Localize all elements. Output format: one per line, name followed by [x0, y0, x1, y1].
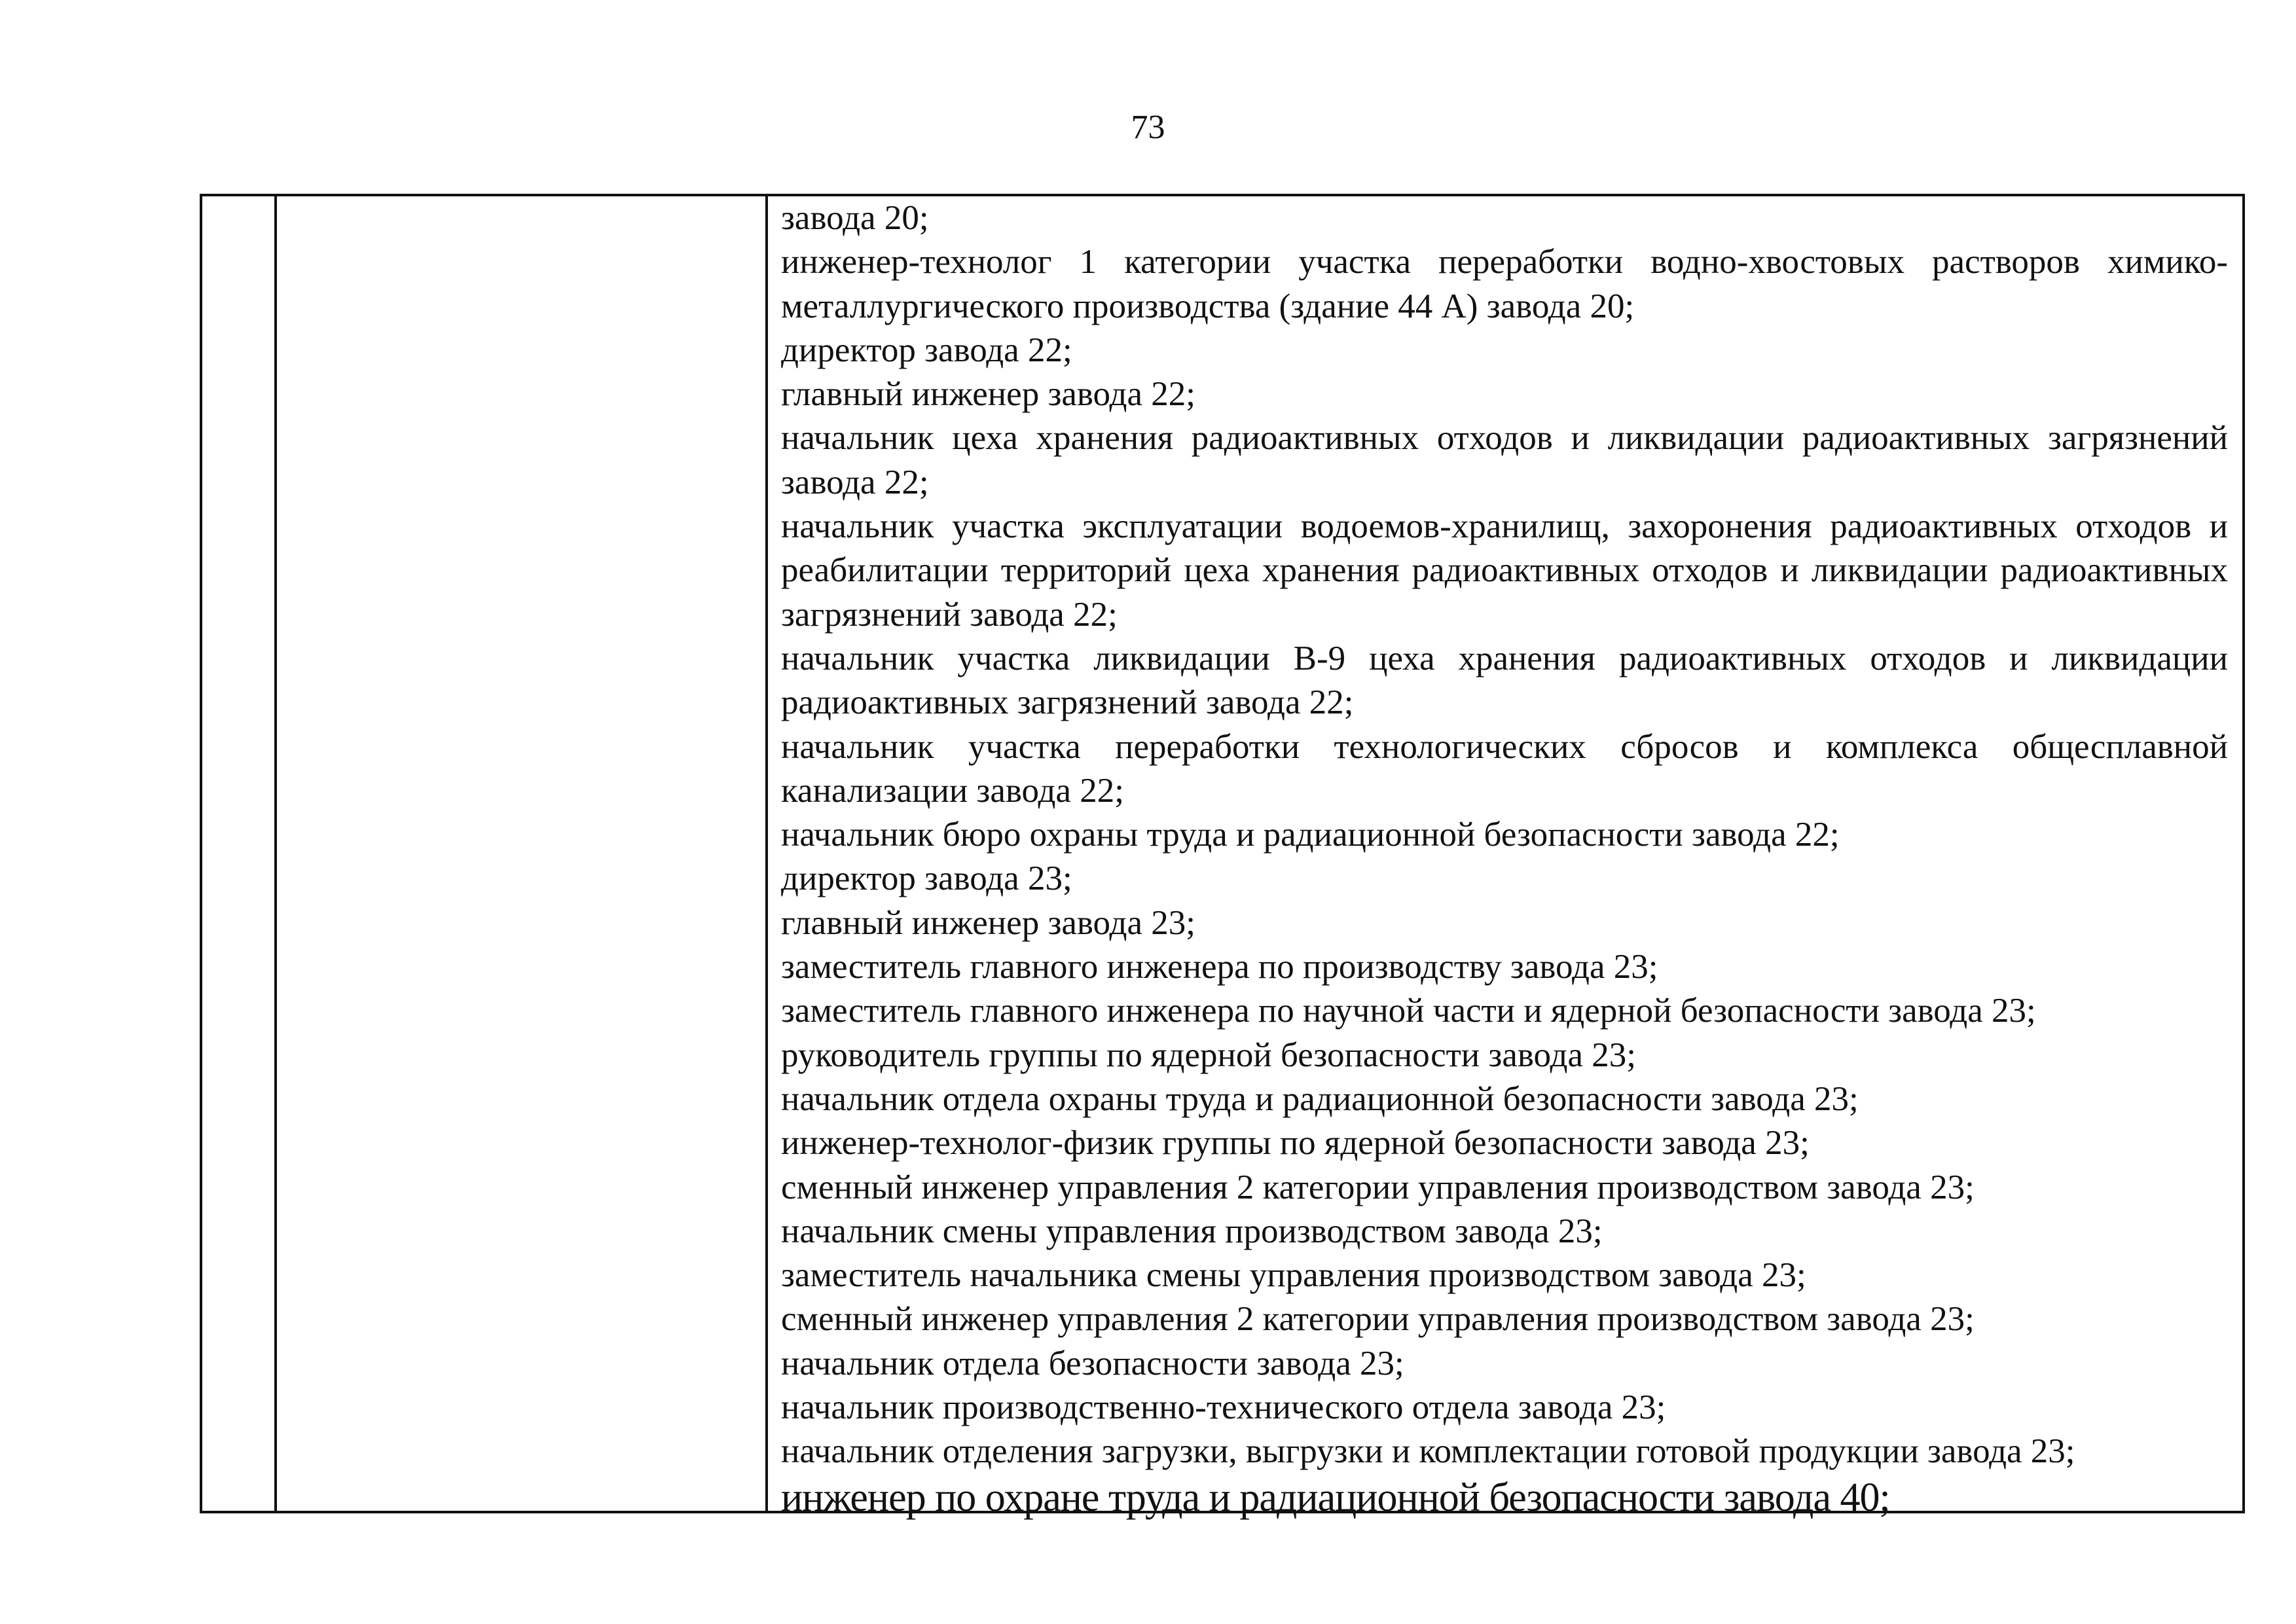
list-item: начальник производственно-технического отдела завода 23;	[781, 1388, 1666, 1427]
list-item: начальник отдела охраны труда и радиационной безопасности завода 23;	[781, 1079, 1859, 1118]
list-item: начальник отделения загрузки, выгрузки и комплектации готовой продукции завода 23;	[781, 1432, 2075, 1471]
list-item: начальник смены управления производством завода 23;	[781, 1212, 1603, 1250]
list-item: главный инженер завода 22;	[781, 375, 1195, 414]
list-item: директор завода 22;	[781, 331, 1072, 369]
list-item: начальник отдела безопасности завода 23;	[781, 1344, 1404, 1382]
list-item: инженер-технолог 1 категории участка переработки водно-хвостовых растворов химико-металлургического производства (здание 44 А) завода 20;	[781, 243, 2228, 325]
list-item: начальник участка ликвидации В-9 цеха хранения радиоактивных отходов и ликвидации радиоактивных загрязнений завода 22;	[781, 639, 2228, 722]
list-item: руководитель группы по ядерной безопасности завода 23;	[781, 1036, 1636, 1074]
list-item: начальник бюро охраны труда и радиационной безопасности завода 22;	[781, 816, 1840, 854]
list-item: главный инженер завода 23;	[781, 903, 1195, 942]
list-item: инженер-технолог-физик группы по ядерной безопасности завода 23;	[781, 1124, 1810, 1163]
list-item: начальник участка эксплуатации водоемов-хранилищ, захоронения радиоактивных отходов и реабилитации территорий цеха хранения радиоактивных отходов и ликвидации радиоактивных загрязнений завода 22;	[781, 507, 2228, 634]
list-item: директор завода 23;	[781, 859, 1072, 898]
list-item: начальник цеха хранения радиоактивных отходов и ликвидации радиоактивных загрязнений завода 22;	[781, 419, 2228, 501]
positions-column	[781, 196, 2228, 1520]
list-item: сменный инженер управления 2 категории управления производством завода 23;	[781, 1168, 1975, 1206]
list-item: завода 20;	[781, 199, 929, 237]
list-item: заместитель начальника смены управления производством завода 23;	[781, 1256, 1806, 1295]
document-table	[200, 194, 2245, 1520]
list-item: заместитель главного инженера по научной части и ядерной безопасности завода 23;	[781, 992, 2036, 1030]
list-item: сменный инженер управления 2 категории управления производством завода 23;	[781, 1300, 1975, 1339]
column-divider-2	[765, 196, 768, 1511]
list-item: инженер по охране труда и радиационной безопасности завода 40;	[781, 1475, 1890, 1520]
list-item: начальник участка переработки технологических сбросов и комплекса общесплавной канализации завода 22;	[781, 727, 2228, 810]
column-divider-1	[274, 196, 277, 1511]
page-number: 73	[1131, 109, 1165, 146]
list-item: заместитель главного инженера по производству завода 23;	[781, 948, 1658, 986]
